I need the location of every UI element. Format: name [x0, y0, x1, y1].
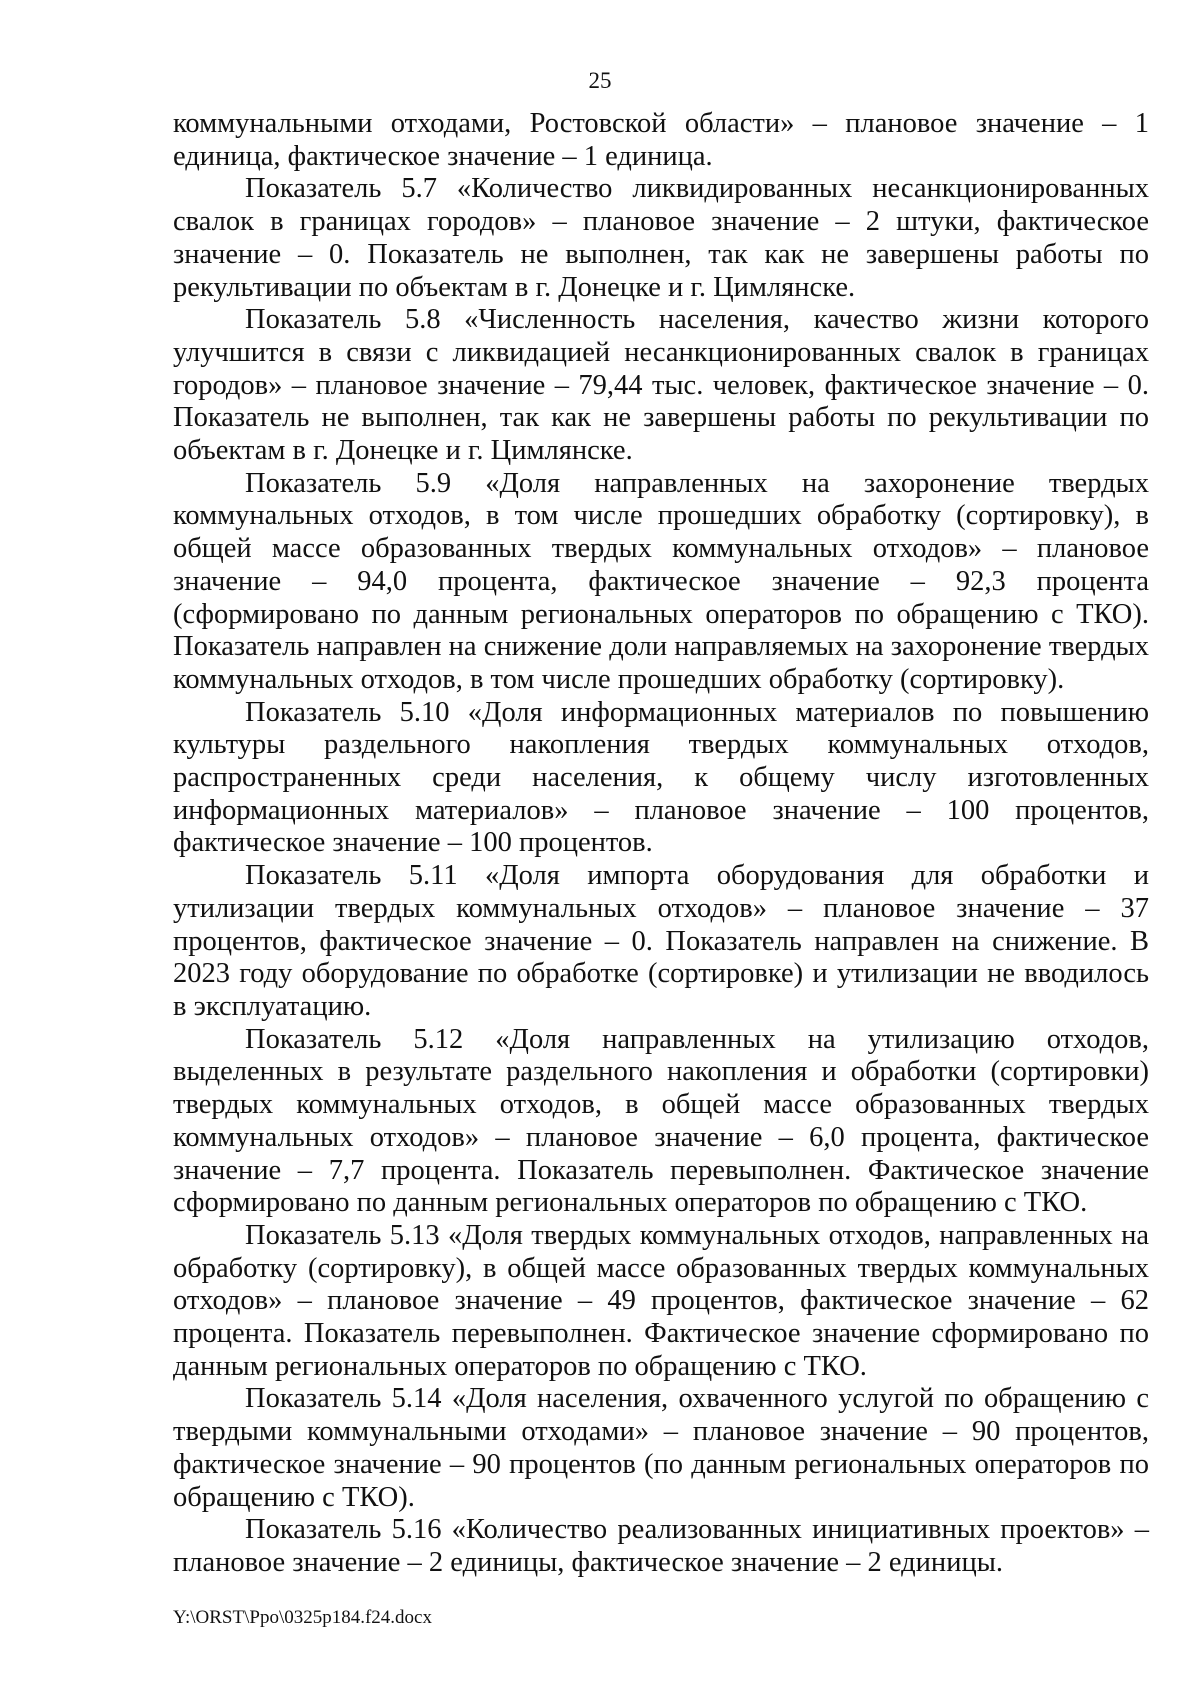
paragraph-indicator-5-8: Показатель 5.8 «Численность населения, качество жизни которого улучшится в связи с ликвидацией несанкционированных свалок в границах городов» – плановое значение – 79,44 тыс. человек, фактическое значение – 0. Показатель не выполнен, так как не завершены работы по рекультивации по объектам в г. Донецке и г. Цимлянске.: [173, 304, 1149, 467]
paragraph-indicator-5-9: Показатель 5.9 «Доля направленных на захоронение твердых коммунальных отходов, в том числе прошедших обработку (сортировку), в общей массе образованных твердых коммунальных отходов» – плановое значение – 94,0 процента, фактическое значение – 92,3 процента (сформировано по данным региональных операторов по обращению с ТКО). Показатель направлен на снижение доли направляемых на захоронение твердых коммунальных отходов, в том числе прошедших обработку (сортировку).: [173, 467, 1149, 695]
paragraph-indicator-5-13: Показатель 5.13 «Доля твердых коммунальных отходов, направленных на обработку (сортировку), в общей массе образованных твердых коммунальных отходов» – плановое значение – 49 процентов, фактическое значение – 62 процента. Показатель перевыполнен. Фактическое значение сформировано по данным региональных операторов по обращению с ТКО.: [173, 1219, 1149, 1382]
paragraph-indicator-5-14: Показатель 5.14 «Доля населения, охваченного услугой по обращению с твердыми коммунальными отходами» – плановое значение – 90 процентов, фактическое значение – 90 процентов (по данным региональных операторов по обращению с ТКО).: [173, 1383, 1149, 1513]
paragraph-indicator-5-12: Показатель 5.12 «Доля направленных на утилизацию отходов, выделенных в результате раздельного накопления и обработки (сортировки) твердых коммунальных отходов, в общей массе образованных твердых коммунальных отходов» – плановое значение – 6,0 процента, фактическое значение – 7,7 процента. Показатель перевыполнен. Фактическое значение сформировано по данным региональных операторов по обращению с ТКО.: [173, 1023, 1149, 1219]
paragraph-indicator-5-7: Показатель 5.7 «Количество ликвидированных несанкционированных свалок в границах городов» – плановое значение – 2 штуки, фактическое значение – 0. Показатель не выполнен, так как не завершены работы по рекультивации по объектам в г. Донецке и г. Цимлянске.: [173, 173, 1149, 303]
paragraph-indicator-5-10: Показатель 5.10 «Доля информационных материалов по повышению культуры раздельного накопления твердых коммунальных отходов, распространенных среди населения, к общему числу изготовленных информационных материалов» – плановое значение – 100 процентов, фактическое значение – 100 процентов.: [173, 696, 1149, 859]
document-body: [173, 108, 1149, 1580]
footer-file-path: Y:\ORST\Ppo\0325p184.f24.docx: [173, 1607, 432, 1628]
paragraph-indicator-5-16: Показатель 5.16 «Количество реализованных инициативных проектов» – плановое значение – 2 единицы, фактическое значение – 2 единицы.: [173, 1514, 1149, 1578]
page-number: 25: [588, 68, 612, 93]
paragraph-continuation: коммунальными отходами, Ростовской области» – плановое значение – 1 единица, фактическое значение – 1 единица.: [173, 108, 1149, 172]
paragraph-indicator-5-11: Показатель 5.11 «Доля импорта оборудования для обработки и утилизации твердых коммунальных отходов» – плановое значение – 37 процентов, фактическое значение – 0. Показатель направлен на снижение. В 2023 году оборудование по обработке (сортировке) и утилизации не вводилось в эксплуатацию.: [173, 860, 1149, 1022]
